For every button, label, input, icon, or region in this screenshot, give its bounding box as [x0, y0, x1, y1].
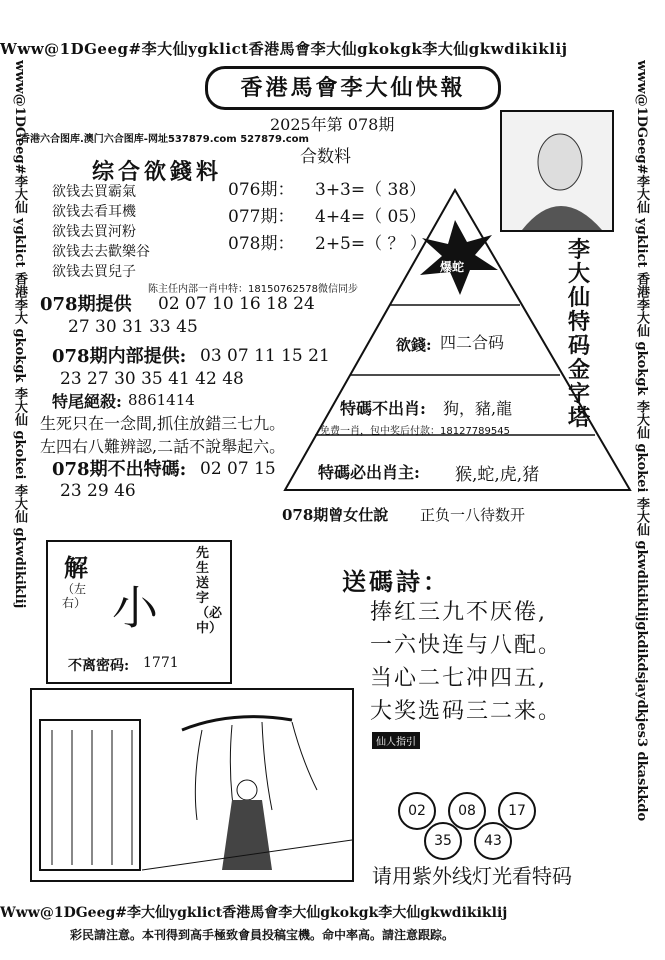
saying-line: 生死只在一念間,抓住放錯三七九。	[40, 414, 286, 433]
pyramid-row1-value: 四二合码	[440, 333, 505, 352]
heshu-title: 合数料	[300, 147, 351, 167]
tigong-label: 078期提供	[40, 294, 132, 315]
footer-notice: 彩民請注意。本刊得到高手極致會員投稿宝機。命中率高。請注意跟踪。	[70, 928, 455, 942]
saying-line: 左四右八難辨認,二話不說舉起六。	[40, 437, 286, 456]
right-vertical-watermark: www@1DGeeg#李大仙 ygklict 香港李大仙 gkokgk 李大仙 gkokei 李大仙 gkwdikiklijgkdikdsjaydkjes3 dkaskkdo	[634, 60, 649, 822]
pyramid-row2-value: 狗，豬,龍	[443, 399, 513, 418]
scholar-willow-illustration	[32, 690, 352, 880]
poem-line: 一六快连与八配。	[370, 633, 563, 658]
pyramid-row2-label: 特碼不出肖:	[340, 399, 426, 418]
poem-title: 送碼詩：	[342, 567, 450, 596]
issue-number: 2025年第 078期	[270, 115, 395, 134]
tigong-line1: 02 07 10 16 18 24	[158, 294, 315, 314]
zonghe-line: 欲钱去買兒子	[52, 264, 136, 280]
top-watermark-bar: Www@1DGeeg#李大仙ygklict香港馬會李大仙gkokgk李大仙gkwdikiklij	[0, 40, 568, 58]
poem-line: 捧红三九不厌倦,	[370, 600, 547, 625]
jie-answer: 小	[112, 581, 158, 635]
secret-value: 1771	[143, 655, 179, 671]
buchu-line2: 23 29 46	[60, 481, 136, 501]
zonghe-line: 欲钱去看耳機	[52, 204, 136, 220]
neibu-label: 078期内部提供:	[52, 346, 187, 367]
number-ball: 17	[498, 792, 536, 830]
buchu-line1: 02 07 15	[200, 459, 276, 479]
number-ball: 08	[448, 792, 486, 830]
number-ball: 35	[424, 822, 462, 860]
number-ball: 02	[398, 792, 436, 830]
masthead-banner: 香港馬會李大仙快報	[205, 66, 501, 110]
site-line: 香港六合图库.澳门六合图库-网址537879.com 527879.com	[20, 134, 309, 145]
bottom-watermark-bar: Www@1DGeeg#李大仙ygklict香港馬會李大仙gkokgk李大仙gkwdikiklij	[0, 905, 508, 921]
secret-label: 不离密码:	[68, 658, 130, 674]
zonghe-line: 欲钱去買河粉	[52, 224, 136, 240]
zonghe-title: 综合欲錢料	[92, 159, 223, 185]
jie-sub: （左右）	[62, 582, 87, 610]
tigong-line2: 27 30 31 33 45	[68, 317, 198, 337]
pyramid-row1-label: 欲錢:	[396, 336, 432, 354]
heshu-row-expr: 2+5=（ ？ ）	[315, 234, 427, 254]
zengnv-value: 正负一八待数开	[420, 506, 526, 524]
heshu-row-expr: 3+3=（ 38）	[315, 180, 427, 200]
left-vertical-watermark: www@1DGeeg#李大仙 ygklict 香港李大 gkokgk 李大仙 gkokei 李大仙 gkwdikiklij	[12, 60, 27, 609]
pyramid-row3-value: 猴,蛇,虎,猪	[455, 465, 540, 485]
heshu-row-expr: 4+4=（ 05）	[315, 207, 427, 227]
tewei-label: 特尾絕殺:	[52, 392, 122, 411]
pyramid-row3-label: 特碼必出肖主:	[318, 463, 420, 482]
heshu-row-label: 077期：	[228, 207, 295, 227]
poem-line: 当心二七冲四五,	[370, 666, 547, 691]
number-ball: 43	[474, 822, 512, 860]
buchu-label: 078期不出特碼:	[52, 459, 187, 480]
pyramid-contact: 免费一肖，包中奖后付款：18127789545	[320, 426, 510, 437]
uv-hint: 请用紫外线灯光看特码	[372, 864, 572, 888]
contact-line: 陈主任内部一肖中特：18150762578微信同步	[148, 284, 358, 295]
heshu-row-label: 076期：	[228, 180, 295, 200]
pyramid-side-title: 李大仙特码金字塔	[568, 237, 591, 431]
tewei-value: 8861414	[128, 391, 195, 409]
burst-label: 爆蛇	[440, 260, 465, 274]
illustration-frame	[30, 688, 354, 882]
jie-label: 解	[64, 553, 88, 582]
poem-stamp: 仙人指引	[372, 732, 420, 749]
neibu-line2: 23 27 30 35 41 42 48	[60, 369, 244, 389]
jie-teacher: 先生送字（必中）	[196, 546, 223, 636]
zengnv-label: 078期曾女仕說	[282, 506, 389, 524]
heshu-row-label: 078期：	[228, 234, 295, 254]
zonghe-line: 欲钱去買霸氣	[52, 184, 136, 200]
neibu-line1: 03 07 11 15 21	[200, 346, 330, 366]
zonghe-line: 欲钱去去歡樂谷	[52, 244, 150, 260]
poem-line: 大奖选码三二来。	[370, 699, 563, 724]
